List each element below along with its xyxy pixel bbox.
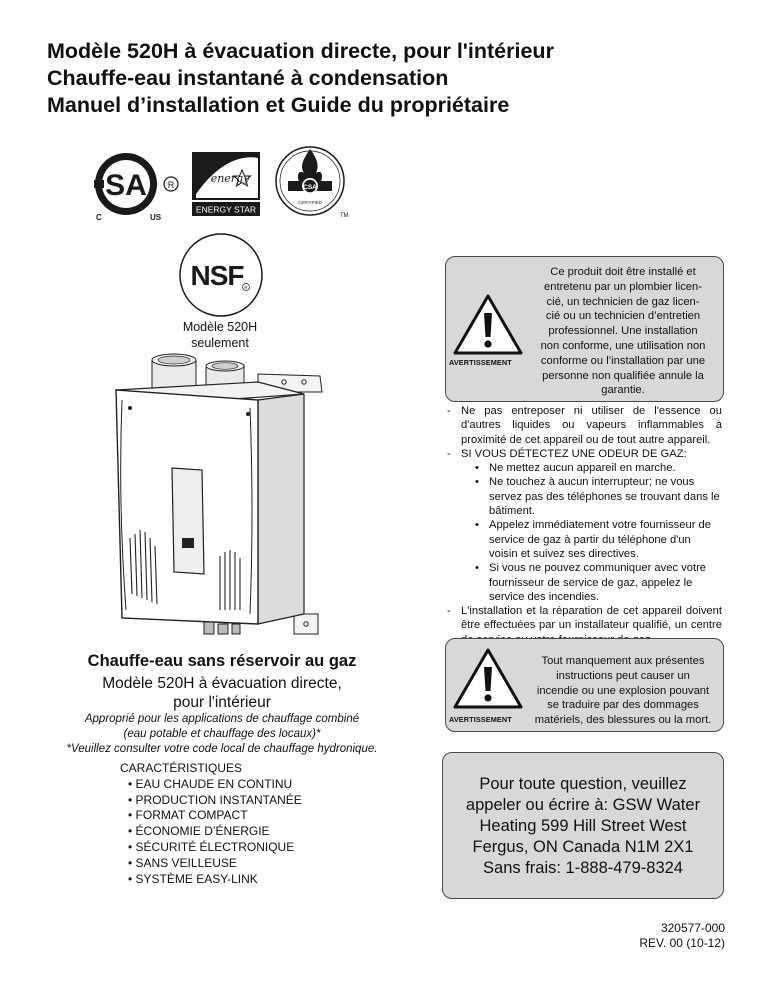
trademark-label: TM [340, 213, 349, 219]
instruction-subitem [447, 461, 722, 475]
csa-flame-mark: CSA [303, 184, 317, 191]
part-number: 320577-000 [660, 921, 725, 935]
feature-item: • EAU CHAUDE EN CONTINU [128, 776, 293, 791]
bullet-marker: • [475, 562, 479, 575]
dash-marker: - [447, 405, 451, 417]
document-number [560, 921, 725, 951]
contact-line: appeler ou écrire à: GSW Water [465, 796, 701, 814]
instruction-text: Ne pas entreposer ni utiliser de l'essence ou d'autres liquides ou vapeurs inflammables à proximité de cet appareil ou de tout autre appareil. [461, 405, 722, 446]
csa-us-label: US [150, 213, 162, 222]
product-subtitle [40, 674, 404, 712]
application-note [20, 712, 424, 757]
document-title [47, 38, 727, 119]
instruction-item [447, 404, 722, 447]
warning-text-consequences [528, 654, 718, 728]
contact-line: Sans frais: 1-888-479-8324 [483, 859, 683, 877]
bullet-marker: • [475, 462, 479, 475]
contact-line: Pour toute question, veuillez [479, 775, 687, 793]
nsf-registered-mark: R [244, 285, 248, 290]
csa-mark: SA [105, 169, 147, 202]
warning-line: entretenu par un plombier licen- [544, 280, 702, 293]
feature-item: • SYSTÈME EASY-LINK [128, 871, 258, 886]
certified-label: CERTIFIED [298, 200, 322, 205]
contact-text [442, 774, 724, 879]
nsf-caption [150, 319, 290, 351]
gas-safety-instructions [447, 404, 722, 647]
revision: REV. 00 (10-12) [639, 936, 725, 950]
features-heading: CARACTÉRISTIQUES [120, 761, 243, 775]
energy-star-logo [186, 150, 266, 218]
registered-mark: R [167, 180, 175, 190]
dash-marker: - [447, 605, 451, 618]
warning-line: personne non qualifiée annule la [542, 369, 704, 382]
feature-item: • PRODUCTION INSTANTANÉE [128, 792, 302, 807]
title-line-2: Chauffe-eau instantané à condensation [47, 66, 449, 90]
water-heater-illustration [108, 352, 334, 642]
warning-label: AVERTISSEMENT [449, 358, 512, 367]
warning-text-installation [528, 265, 718, 398]
nsf-mark: NSF [190, 260, 244, 291]
instruction-subitem [447, 518, 722, 561]
bullet-marker: • [475, 519, 479, 532]
warning-line: garantie. [601, 384, 645, 397]
instruction-text: Ne touchez à aucun interrupteur; ne vous servez pas des téléphones se trouvant dans le bâtiment. [489, 476, 720, 518]
warning-line: incendie ou une explosion pouvant [536, 684, 710, 697]
warning-line: conforme ou l’installation par une [540, 354, 706, 367]
instruction-subitem [447, 475, 722, 518]
nsf-caption-line-2: seulement [191, 336, 249, 350]
application-note-line-1: Approprié pour les applications de chauffage combiné [84, 713, 360, 725]
csa-c-label: C [96, 213, 102, 222]
warning-line: instructions peut causer un [556, 669, 690, 682]
feature-item: • ÉCONOMIE D’ÉNERGIE [128, 824, 270, 839]
title-line-1: Modèle 520H à évacuation directe, pour l'intérieur [47, 39, 554, 63]
contact-line: Fergus, ON Canada N1M 2X1 [472, 838, 694, 856]
product-subtitle-line-1: Modèle 520H à évacuation directe, [102, 675, 342, 692]
warning-line: matériels, des blessures ou la mort. [534, 714, 712, 727]
instruction-text: Ne mettez aucun appareil en marche. [489, 462, 676, 475]
warning-line: non conforme, une utilisation non [540, 339, 706, 352]
warning-line: professionnel. Une installation [548, 325, 698, 338]
energy-star-label: ENERGY STAR [195, 204, 257, 215]
csa-flame-certified-logo [272, 143, 352, 219]
warning-label: AVERTISSEMENT [449, 715, 512, 724]
feature-item: • SÉCURITÉ ÉLECTRONIQUE [128, 839, 295, 854]
warning-triangle-icon [452, 647, 524, 711]
instruction-subitem [447, 561, 722, 604]
warning-line: Tout manquement aux présentes [541, 655, 705, 667]
dash-marker: - [447, 447, 451, 460]
features-list [100, 761, 350, 887]
instruction-item [447, 447, 722, 461]
nsf-caption-line-1: Modèle 520H [182, 320, 258, 334]
warning-line: se traduire par des dommages [547, 699, 699, 712]
warning-line: Ce produit doit être installé et [550, 266, 696, 278]
application-note-line-3: *Veuillez consulter votre code local de chauffage hydronique. [66, 743, 378, 755]
product-heading: Chauffe-eau sans réservoir au gaz [87, 652, 357, 670]
instruction-text: L'installation et la réparation de cet appareil doivent être effectuées par un installateur qualifié, un centre [461, 605, 722, 632]
nsf-logo [178, 232, 264, 318]
feature-item: • FORMAT COMPACT [128, 808, 248, 823]
warning-line: cié, un technicien de gaz licen- [546, 295, 700, 308]
application-note-line-2: (eau potable et chauffage des locaux)* [123, 728, 321, 740]
instruction-text: Appelez immédiatement votre fournisseur de service de gaz à partir du téléphone d'un voisin et suivez ses directives. [489, 519, 711, 560]
title-line-3: Manuel d’installation et Guide du propriétaire [47, 93, 510, 117]
instruction-text: Si vous ne pouvez communiquer avec votre fournisseur de service de gaz, appelez le service des incendies. [489, 562, 707, 603]
feature-item: • SANS VEILLEUSE [128, 855, 237, 870]
product-subtitle-line-2: pour l'intérieur [173, 694, 271, 711]
instruction-text: SI VOUS DÉTECTEZ UNE ODEUR DE GAZ: [461, 447, 687, 460]
warning-line: cié ou un technicien d’entretien [545, 310, 701, 323]
energy-script: energy [210, 172, 250, 185]
bullet-marker: • [475, 476, 479, 489]
warning-triangle-icon [452, 293, 524, 357]
contact-line: Heating 599 Hill Street West [479, 817, 687, 835]
csa-logo [92, 150, 182, 222]
